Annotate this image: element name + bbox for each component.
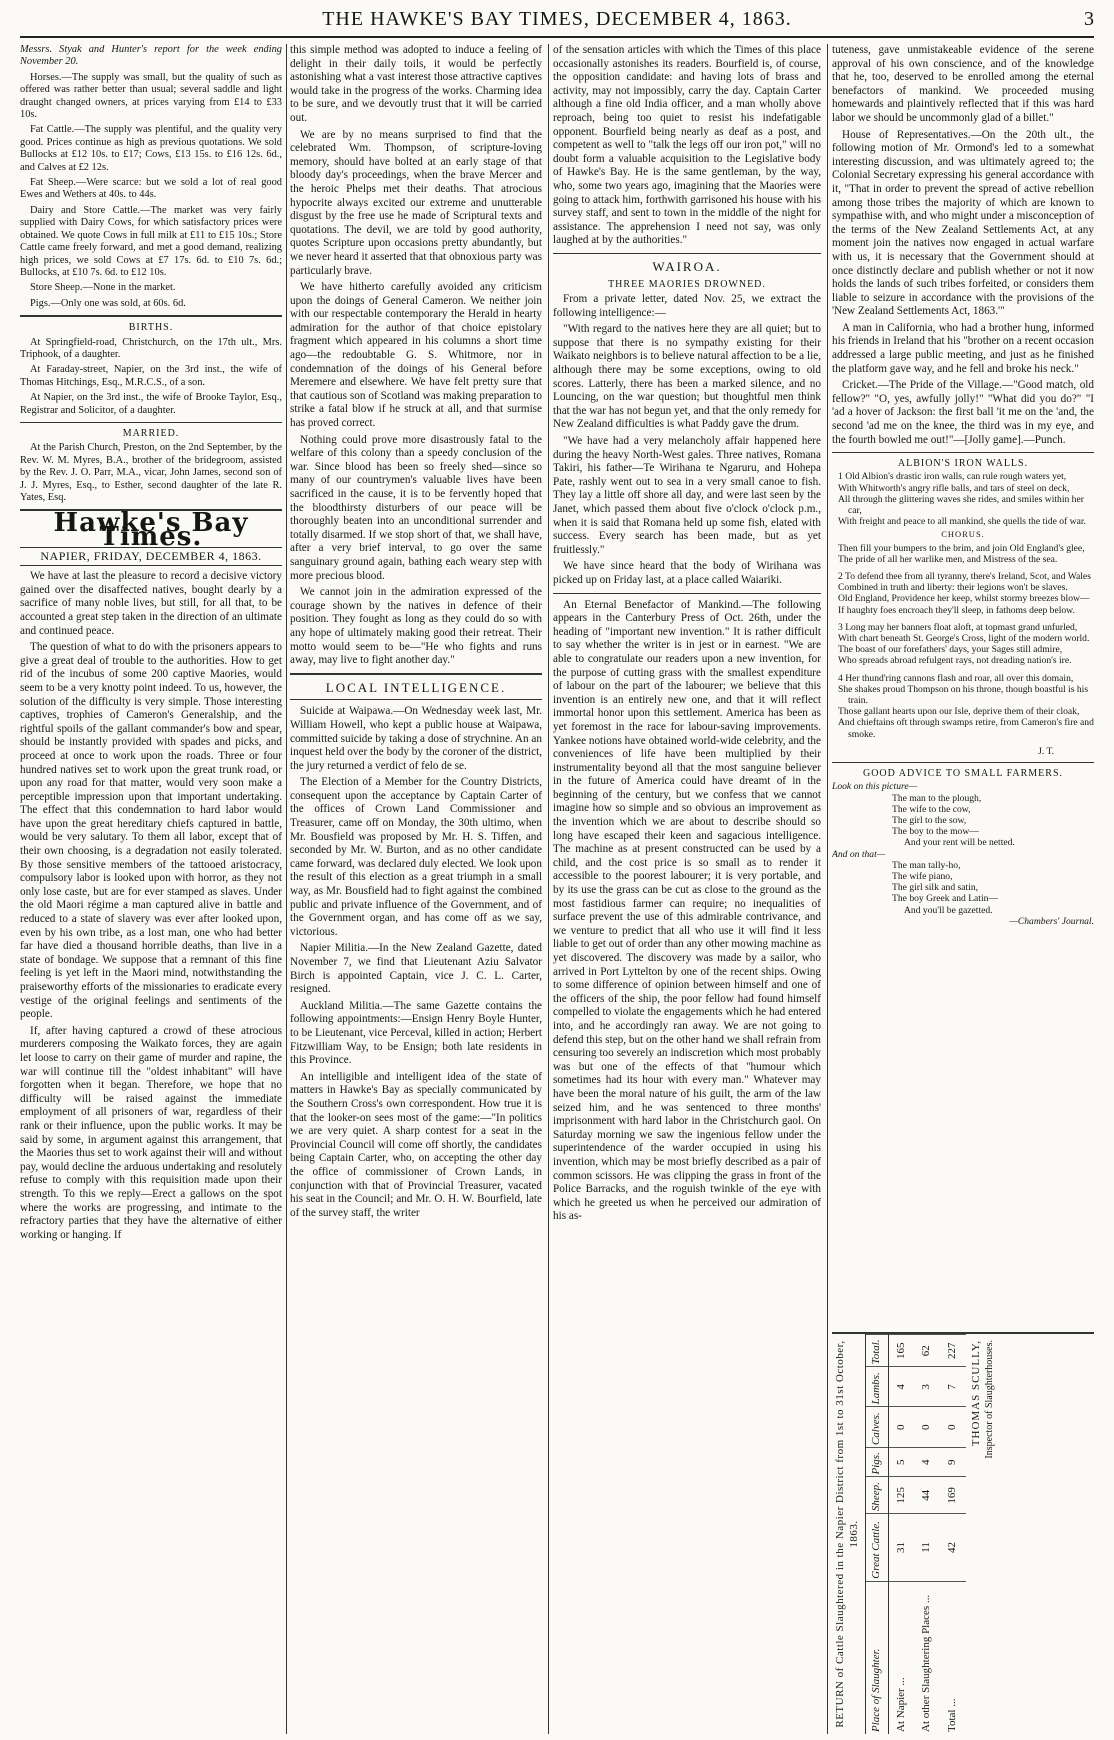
table-row	[914, 1335, 940, 1735]
poem-verse	[832, 571, 1094, 616]
poem-line: Combined in truth and liberty: their legions won't be slaves.	[838, 582, 1068, 594]
poem-line: The girl silk and satin,	[892, 882, 979, 894]
cricket-item: Cricket.—The Pride of the Village.—"Good match, old fellow?" "O, yes, awfully jolly!" "What did you do?" "I 'ad a hover of Jackson: the first ball 'it me on the 'and, the second 'ad me on the knee, the third was in my eye, and the fourth bowled me out!"—[Jolly game].—Punch.	[832, 379, 1094, 446]
table-cell: 0	[914, 1407, 940, 1448]
married-heading: MARRIED.	[122, 427, 180, 439]
return-signatory-title: Inspector of Slaughterhouses.	[984, 1340, 996, 1459]
column-header: Sheep.	[866, 1477, 888, 1514]
editorial-paragraph: We have at last the pleasure to record a decisive victory gained over the disaffected natives, bought dearly by a sacrifice of many noble lives, but still, for all that, to be accounted a great step taken in the direction of an ultimate and continued peace.	[20, 570, 282, 637]
drowned-heading: THREE MAORIES DROWNED.	[608, 278, 766, 290]
column-header: Pigs.	[866, 1448, 888, 1477]
table-cell: At Napier ...	[888, 1581, 914, 1734]
return-caption: RETURN of Cattle Slaughtered in the Napier District from 1st to 31st October, 1863.	[832, 1334, 866, 1734]
column-1	[20, 44, 282, 1734]
poem-line: The girl to the sow,	[892, 814, 967, 826]
table-cell: 31	[888, 1514, 914, 1582]
market-report-heading: Messrs. Styak and Hunter's report for the week ending November 20.	[20, 44, 282, 68]
table-row	[888, 1335, 914, 1735]
birth-notice: At Napier, on the 3rd inst., the wife of Brooke Taylor, Esq., Registrar and Solicitor, of a daughter.	[20, 392, 282, 416]
table-cell: 125	[888, 1477, 914, 1514]
wairoa-paragraph: "With regard to the natives here they are all quiet; but to suppose that there is no sympathy existing for their Waikato neighbors is to believe natural affection to be a lie, although there may be some exceptions, owing to old scores. Latterly, there has been a marked silence, and no Louncing, on the war question; but thoughtful men think that the war has not begun yet, and that the only remedy for New Zealand difficulties is what Paddy gave the drum.	[553, 323, 821, 431]
poem-line: The boy to the mow—	[892, 826, 979, 838]
local-item: Auckland Militia.—The same Gazette contains the following appointments:—Ensign Henry Boyle Hunter, to be Lieutenant, vice Perceval, killed in action; Herbert Fitzwilliam Way, to be Ensign; both late residents in this Province.	[290, 999, 542, 1067]
wairoa-paragraph: We have since heard that the body of Wirihana was picked up on Friday last, at a place called Waiariki.	[553, 560, 821, 586]
local-item: The Election of a Member for the Country Districts, consequent upon the acceptance by Captain Carter of the offices of Crown Land Commissioner and Treasurer, came off on Monday, the 30th ultimo, when Mr. Bousfield was proposed by Mr. H. S. Tiffen, and seconded by Mr. W. Burton, and as no other candidate came forward, was declared duly elected. We look upon the result of this election as a great triumph in a small way, as Mr. Bousfield had to fight against the combined public and private influence of the Government, and of the Government organ, and has come off as we say, victorious.	[290, 776, 542, 938]
california-item: A man in California, who had a brother hung, informed his friends in Ireland that his "brother on a recent occasion addressed a large public meeting, and just as he finished the platform gave way, and he fell and broke his neck."	[832, 321, 1094, 375]
birth-notice: At Faraday-street, Napier, on the 3rd inst., the wife of Thomas Hitchings, Esq., M.R.C.S., of a son.	[20, 364, 282, 388]
column-header: Place of Slaughter.	[866, 1581, 888, 1734]
poem-line: All through the glittering waves she rides, and smiles within her car,	[838, 493, 1084, 517]
market-item: Horses.—The supply was small, but the quality of such as offered was rather better than usual; several saddle and light draught changed owners, at prices varying from £14 to £33 10s.	[20, 71, 282, 121]
table-cell: 169	[940, 1477, 966, 1514]
local-item: Napier Militia.—In the New Zealand Gazette, dated November 7, we find that Lieutenant Aziu Salvator Birch is appointed Captain, vice J. C. L. Carter, resigned.	[290, 942, 542, 996]
births-heading: BIRTHS.	[128, 322, 174, 334]
table-cell: 11	[914, 1514, 940, 1582]
divider	[832, 452, 1094, 453]
editorial-paragraph: We are by no means surprised to find that the celebrated Wm. Thompson, of scripture-loving memory, should have bolted at an early stage of that bloody day's proceedings, when the brave Mercer and the heroic Phelps met their deaths. That atrocious hypocrite always excited our extreme and unutterable disgust by the free use he made of Scriptural texts and quotations. The devil, we are told by good authority, quotes Scripture upon occasions pretty abundantly, but we never heard it asserted that that obnoxious party was particularly brave.	[290, 128, 542, 277]
divider	[290, 673, 542, 675]
page-number: 3	[1084, 8, 1094, 30]
poem-line: 2 To defend thee from all tyranny, there's Ireland, Scot, and Wales	[838, 571, 1091, 583]
table-cell: 5	[888, 1448, 914, 1477]
column-4	[832, 44, 1094, 1734]
wairoa-paragraph: From a private letter, dated Nov. 25, we extract the following intelligence:—	[553, 293, 821, 319]
poem-line: And you'll be gazetted.	[904, 904, 993, 916]
table-cell: Total ...	[940, 1581, 966, 1734]
local-intelligence-heading: LOCAL INTELLIGENCE.	[325, 679, 507, 695]
dateline: NAPIER, FRIDAY, DECEMBER 4, 1863.	[20, 547, 282, 567]
divider	[832, 762, 1094, 763]
paper-name-banner: Hawke's Bay Times.	[53, 508, 249, 552]
poem-line: Who spreads abroad refulgent rays, not dreading nation's ire.	[838, 655, 1072, 667]
table-cell: 0	[940, 1407, 966, 1448]
editorial-paragraph: If, after having captured a crowd of these atrocious murderers composing the Waikato forces, they are again let loose to carry on their game of murder and rapine, the war will continue till the "oldest inhabitant" will have forgotten when it began. Therefore, we hope that no difficulty will be raised against the immediate employment of all prisoners of war, regardless of their rank or their influence, upon the public works. It may be said by some, in argument against this arrangement, that the Maories thus set to work against their will and without pay, would decline the arduous undertaking and resolutely refuse to comply with this requisition made upon their strength. To this we reply—Erect a gallows on the spot where the works are progressing, and intimate to the refractory parties that they have the alternative of either working or hanging. If	[20, 1024, 282, 1241]
advice-title: GOOD ADVICE TO SMALL FARMERS.	[862, 768, 1064, 780]
house-of-representatives-item: House of Representatives.—On the 20th ult., the following motion of Mr. Ormond's led to a somewhat interesting discussion, and was ultimately agreed to; the Colonial Secretary expressing his general accordance with it, "That in order to prevent the spread of active rebellion among those tribes the majority of which are known to sympathise with, and who might under a misconception of the terms of the New Zealand Settlements Act, at any moment join the natives now engaged in actual warfare with us, it is necessary that the Government should at once distinctly declare and publish whether or not it now holds the lands of such tribes forfeited, or considers them liable to seizure in accordance with the provisions of the 'New Zealand Settlements Act, 1863.'"	[832, 128, 1094, 318]
editorial-paragraph: Nothing could prove more disastrously fatal to the welfare of this colony than a speedy conclusion of the war. Since blood has been so freely shed—since so many of our countrymen's valuable lives have been sacrificed in the cause, it is to be fervently hoped that the bloodthirsty disturbers of our peace will be thoroughly beaten into an unconditional surrender and totally disarmed. If we stop short of that, we shall have, after a very brief interval, to go over the same sanguinary ground again, bathing each weary step with more precious blood.	[290, 433, 542, 582]
poem-verse	[832, 471, 1094, 565]
market-item: Fat Sheep.—Were scarce: but we sold a lot of real good Ewes and Wethers at 40s. to 44s.	[20, 177, 282, 201]
slaughter-return	[832, 1332, 1094, 1734]
local-item: An intelligible and intelligent idea of the state of matters in Hawke's Bay as specially communicated by the Southern Cross's own correspondent. How true it is that the looker-on sees most of the game:—"In politics we are very quiet. A sharp contest for a seat in the Provincial Council will come off shortly, the candidates being Captain Carter, who, on accepting the other day the office of commissioner of Crown Lands, in conjunction with that of Provincial Treasurer, vacated his seat in the Council; and Mr. O. H. W. Bourfield, late of the survey staff, the writer	[290, 1070, 542, 1219]
poem-line: The boast of our forefathers' days, your Sages still admire,	[838, 644, 1063, 656]
column-header: Total.	[866, 1335, 888, 1367]
column-header: Calves.	[866, 1407, 888, 1448]
column-3	[553, 44, 821, 1734]
column-rule	[548, 44, 549, 1734]
benefactor-article: An Eternal Benefactor of Mankind.—The following appears in the Canterbury Press of Oct. 26th, under the heading of "important new invention." It is rather difficult to say whether the writer is in jest or in earnest. "We are able to congratulate our readers upon a new invention, for the purpose of cutting grass with the smallest expenditure of labour on the part of the labourer; we believe that this invention is an entirely new one, and that it will reflect immortal honor upon this settlement. America has been as yet foremost in the race for labour-saving improvements. Yankee notions have obtained world-wide celebrity, and the conveniences of life have been multiplied by their instrumentality beyond all that the most sanguine believer in the future of America could have dreamt of in the beginning of the century, but we confess that we cannot imagine how so simple and so obvious an improvement as the invention which we are about to describe should so long have escaped their keen and sagacious intelligence. The machine as at present constructed can be used by a child, and the cost price is so small as to render it accessible to the poorest labourer; it is very portable, and by its use the grass can be cut as close to the ground as the most fastidious farmer can require; no inequalities of surface prevent the use of this admirable contrivance, and we venture to predict that all who use it will find it less liable to get out of order than any other mowing machine as yet discovered. The discovery was made by a sailor, who arrived in Port Lyttelton by one of the recent ships. Owing to some difference of opinion between himself and one of the officers of the ship, the poor fellow had found himself compelled to violate the engagements which he had entered into, and he accordingly ran away. We are not going to defend this step, but on the other hand we shall refrain from censuring too severely an indiscretion which most probably was but one of the effects of that "humour which sometimes had its hour with every man." Whatever may have been the moral nature of his guilt, the arm of the law seized him, and he was sentenced to three months' imprisonment with hard labor in the Christchurch gaol. On Saturday morning we saw the ingenious fellow under the superintendence of the warder occupied in using his invention, which may be most briefly described as a pair of common scissors. He was clipping the grass in front of the Police Barracks, and the roguish twinkle of the eye with which he greeted us when he perceived our admiration of his as-	[553, 598, 821, 1223]
poem-signature: J. T.	[1038, 745, 1054, 757]
table-row	[940, 1335, 966, 1735]
table-cell: 44	[914, 1477, 940, 1514]
masthead	[20, 6, 1094, 38]
table-cell: 3	[914, 1367, 940, 1407]
poem-line: The wife piano,	[892, 870, 953, 882]
poem-line: The man to the plough,	[892, 792, 982, 804]
table-cell: At other Slaughtering Places ...	[914, 1581, 940, 1734]
divider	[553, 253, 821, 254]
table-cell: 227	[940, 1335, 966, 1367]
return-signatory: THOMAS SCULLY,	[969, 1340, 982, 1447]
column-rule	[286, 44, 287, 1734]
albion-title: ALBION'S IRON WALLS.	[897, 458, 1029, 470]
poem-line: 1 Old Albion's drastic iron walls, can rule rough waters yet,	[838, 471, 1067, 483]
divider	[20, 315, 282, 317]
poem-line: And your rent will be netted.	[904, 837, 1015, 849]
divider	[20, 422, 282, 423]
poem-line: 4 Her thund'ring cannons flash and roar, all over this domain,	[838, 672, 1074, 684]
marriage-notice: At the Parish Church, Preston, on the 2nd September, by the Rev. W. M. Myres, B.A., brother of the bridegroom, assisted by the Rev. J. O. Parr, M.A., vicar, John James, second son of J. J. Myres, Esq., to Esther, second daughter of the late R. Yates, Esq.	[20, 442, 282, 503]
poem-line: If haughty foes encroach they'll sleep, in fathoms deep below.	[838, 604, 1075, 616]
table-cell: 62	[914, 1335, 940, 1367]
albion-poem	[832, 458, 1094, 757]
birth-notice: At Springfield-road, Christchurch, on the 17th ult., Mrs. Triphook, of a daughter.	[20, 336, 282, 360]
return-table	[866, 1334, 965, 1734]
local-item-continued: of the sensation articles with which the Times of this place occasionally astonishes its readers. Bourfield is, of course, the opposition candidate: and having lots of brass and activity, may not impossibly, carry the day. Captain Carter although a fine old India officer, and a man wholly above reproach, being too quiet to resist his indefatigable opponent. Bourfield being nearly as deaf as a post, and competent as well to "talk the legs off our iron pot," will no doubt form a valuable acquisition to the Legislative body of Hawke's Bay. He is the same gentleman, by the way, who, some two years ago, imagining that the Maories were going to attack him, forthwith garrisoned his house with his survey staff, and sent to town in the middle of the night for assistance. The apprehension I need not say, was only laughed at by the authorities."	[553, 44, 821, 247]
column-2	[290, 44, 542, 1734]
poem-verse	[832, 673, 1094, 740]
chorus-label: CHORUS.	[941, 529, 985, 540]
market-item: Store Sheep.—None in the market.	[30, 282, 176, 294]
table-cell: 165	[888, 1335, 914, 1367]
wairoa-paragraph: "We have had a very melancholy affair happened here during the heavy North-West gales. Three natives, Romana Takiri, his father—Te Wirihana te Ngaruru, and Hohepa Pate, rashly went out to sea in a very small canoe to fish. They lay a little off shore all day, and were last seen by the Janet, which passed them about five o'clock o'clock p.m., when it is said that Romana held up some fish, elated with success. Every search has been made, but as yet fruitlessly."	[553, 435, 821, 556]
table-cell: 9	[940, 1448, 966, 1477]
market-item: Fat Cattle.—The supply was plentiful, and the quality very good. Prices continue as high as previous quotations. We sold Bullocks at £12 10s. to £17; Cows, £13 15s. to £16 12s. 6d., and Calves at £2 12s.	[20, 124, 282, 173]
advice-label: Look on this picture—	[832, 781, 918, 793]
slaughter-return-table-rotated	[832, 1334, 1094, 1734]
poem-line: With freight and peace to all mankind, she quells the tide of war.	[838, 516, 1086, 528]
poem-line: The boy Greek and Latin—	[892, 893, 999, 905]
editorial-paragraph: We have hitherto carefully avoided any criticism upon the doings of General Cameron. We neither join with our respectable contemporary the Herald in hearty admiration for the author of that choice epistolary fragment which appeared in his columns a short time ago—the redoubtable G. S. Whitmore, nor in condemnation of the doings of his General before Meremere and elsewhere. We have felt pretty sure that that cautious son of Scotland was making preparation to strike a fatal blow if he struck at all, and that surmise has proved correct.	[290, 281, 542, 430]
advice-stanza	[832, 793, 1094, 849]
table-cell: 42	[940, 1514, 966, 1582]
table-cell: 7	[940, 1367, 966, 1407]
advice-stanza	[832, 860, 1094, 916]
poem-line: The wife to the cow,	[892, 803, 971, 815]
editorial-paragraph: this simple method was adopted to induce a feeling of delight in their daily toils, it would be perfectly astonishing what a vast interest those attractive captives would take in the progress of the works. Charming idea to be sure, and we devoutly trust that it will be carried out.	[290, 44, 542, 124]
poem-line: Old England, Providence her keep, whilst stormy breezes blow—	[838, 593, 1090, 605]
wairoa-heading: WAIROA.	[652, 258, 722, 274]
poem-line: And chieftains oft through swamps retire, from Cameron's fire and smoke.	[838, 717, 1094, 740]
table-cell: 0	[888, 1407, 914, 1448]
poem-line: The pride of all her warlike men, and Mistress of the sea.	[838, 553, 1058, 565]
table-cell: 4	[914, 1448, 940, 1477]
advice-source: —Chambers' Journal.	[1009, 915, 1094, 927]
divider	[553, 593, 821, 594]
advice-label: And on that—	[832, 848, 886, 860]
local-item: Suicide at Waipawa.—On Wednesday week last, Mr. William Howell, who kept a public house at Waipawa, committed suicide by taking a dose of strychnine. An an inquest held over the body by the coroner of the district, the jury returned a verdict of felo de se.	[290, 705, 542, 772]
poem-line: With Whitworth's angry rifle balls, and tars of steel on deck,	[838, 482, 1070, 494]
divider	[290, 699, 542, 700]
poem-line: She shakes proud Thompson on his throne, though boastful is his train.	[838, 683, 1089, 707]
editorial-paragraph: We cannot join in the admiration expressed of the courage shown by the natives in defence of their position. They fought as long as they could do so with any hope of ultimately making good their retreat. Their motto would seem to be—"He who fights and runs away, may live to fight another day."	[290, 586, 542, 667]
poem-line: 3 Long may her banners float aloft, at topmast grand unfurled,	[838, 621, 1078, 633]
advice-poem	[832, 768, 1094, 927]
benefactor-continued: tuteness, gave unmistakeable evidence of the serene approval of his own conscience, and of the knowledge that he, too, deserved to be enrolled among the eternal benefactors of mankind. We proceeded musing homewards and plaintively reflected that if this was hard labor we should be uncommonly glad of a billet."	[832, 44, 1094, 124]
column-header: Great Cattle.	[866, 1514, 888, 1582]
editorial-paragraph: The question of what to do with the prisoners appears to give a great deal of trouble to the authorities. How to get rid of the incubus of some 200 captive Maories, would seem to be a very knotty point indeed. To us, however, the solution of the difficulty is very simple. Those interesting captives, trophies of Cameron's Generalship, and the rightful spoils of the gallant commander's bow and spear, should be instantly provided with spades and picks, and proceed at once to work upon the roads. Three or four hundred natives set to work upon the great trunk road, or upon any road for that matter, would very soon make a perceptible impression upon that important undertaking. The effect that this condemnation to hard labor would have upon the great hereditary chiefs captured in battle, would be very salutary. To them all labor, except that of their own choosing, is a degradation not easily tolerated. By those sensitive members of the tattooed aristocracy, compulsory labor is looked upon with horror, as they not only lose caste, but are for ever stamped as slaves. Under the old Maori régime a man captured alive in battle and reduced to a state of slavery was ever after looked upon, even by his own tribe, as a lost man, one who had better far have died a thousand horrible deaths, than live in a state of bondage. We suppose that a remnant of this fine feeling is yet left in the Maori mind, notwithstanding the praiseworthy efforts of the missionaries to eradicate every vestige of the original feelings and sentiments of the people.	[20, 641, 282, 1021]
market-item: Dairy and Store Cattle.—The market was very fairly supplied with Dairy Cows, for which satisfactory prices were obtained. We quote Cows in full milk at £11 to £15 10s.; Store Cattle came freely forward, and met a good demand, realizing high prices, we sold Cows at £7 17s. 6d. to £10 7s. 6d.; Bullocks, at £10 7s. 6d. to £12 10s.	[20, 204, 282, 278]
poem-line: Then fill your bumpers to the brim, and join Old England's glee,	[838, 542, 1085, 554]
masthead-title: THE HAWKE'S BAY TIMES, DECEMBER 4, 1863.	[322, 8, 792, 30]
market-item: Pigs.—Only one was sold, at 60s. 6d.	[30, 297, 186, 309]
table-header-row	[866, 1335, 888, 1735]
poem-line: With chart beneath St. George's Cross, light of the modern world.	[838, 633, 1090, 645]
column-rule	[827, 44, 828, 1734]
column-header: Lambs.	[866, 1367, 888, 1407]
poem-line: Those gallant hearts upon our Isle, deprive them of their cloak,	[838, 706, 1080, 718]
poem-line: The man tally-ho,	[892, 859, 961, 871]
table-cell: 4	[888, 1367, 914, 1407]
poem-verse	[832, 622, 1094, 667]
